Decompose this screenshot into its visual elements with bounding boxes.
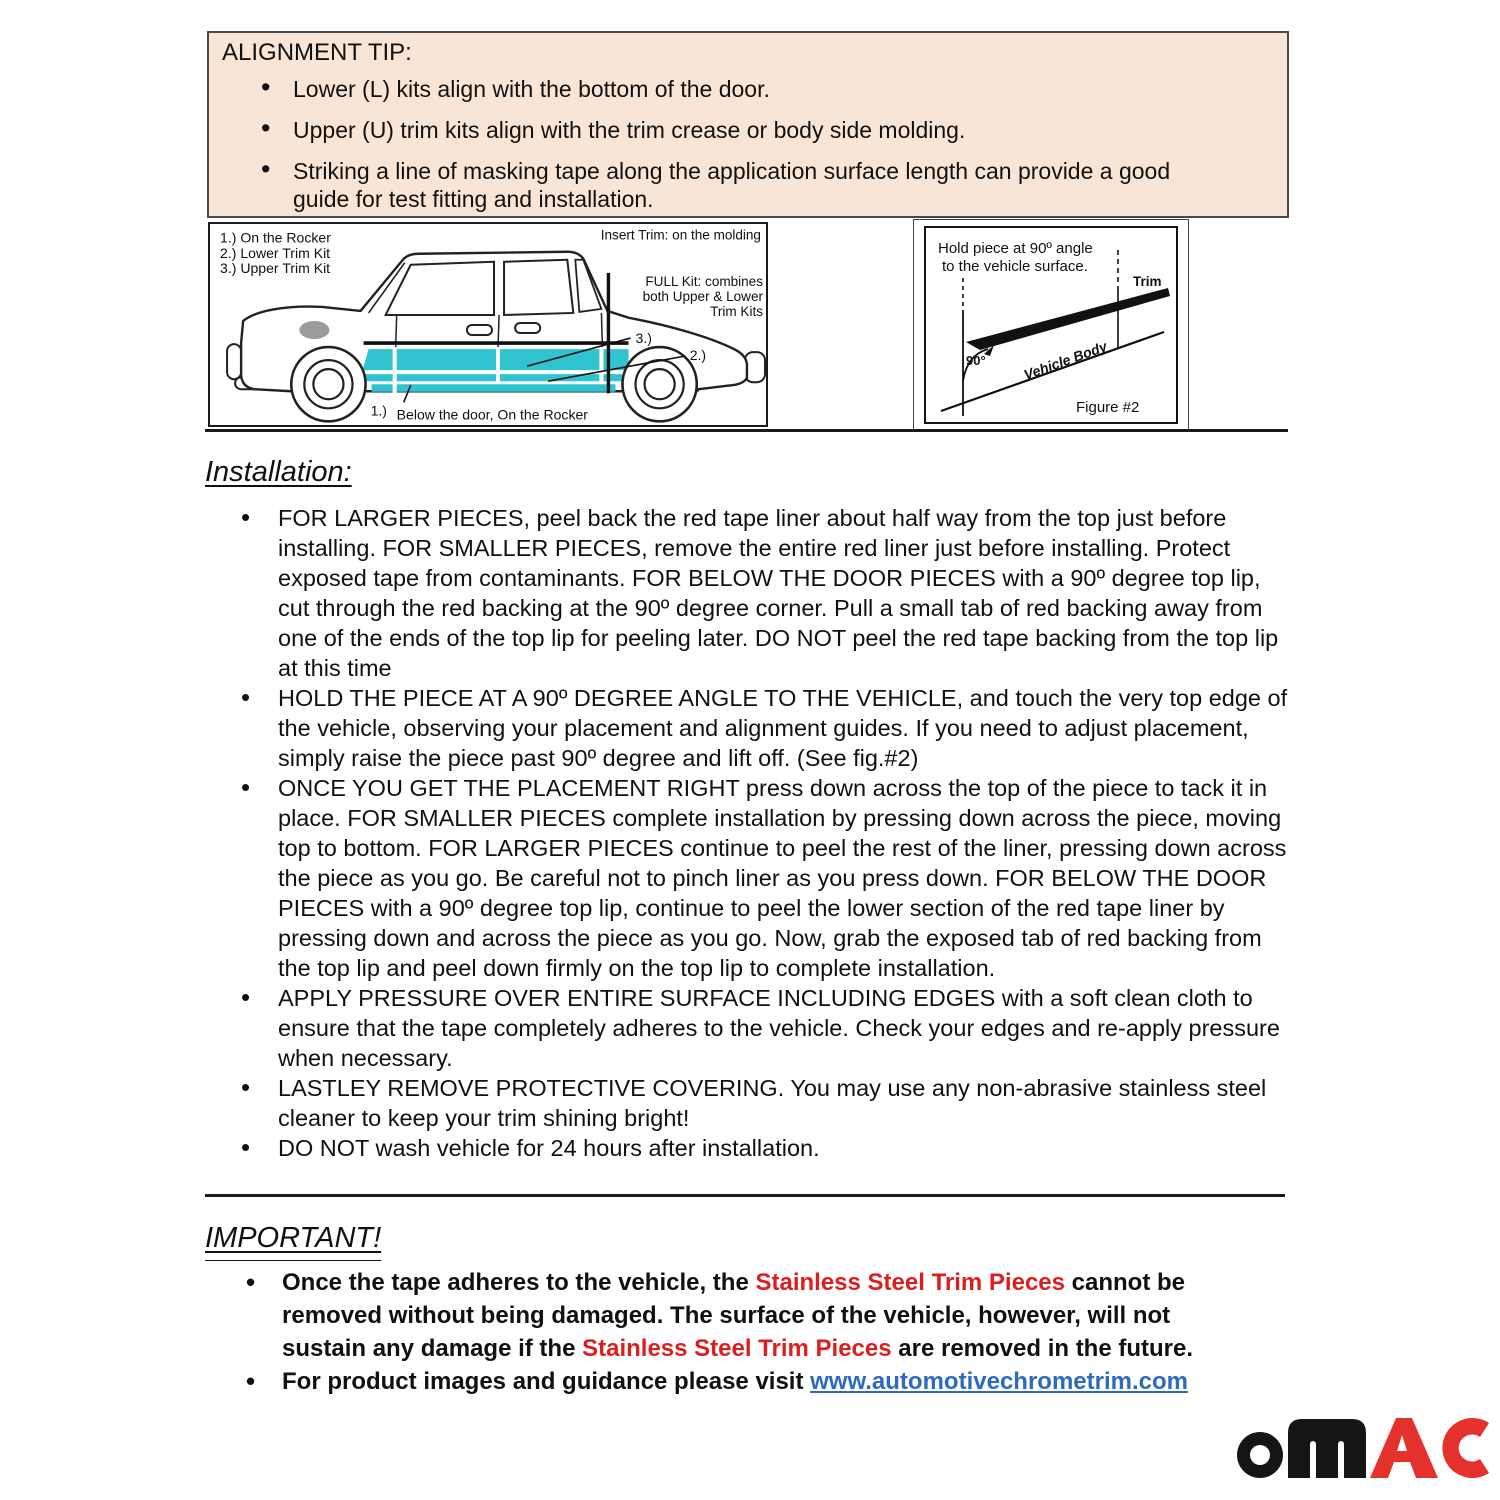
vehicle-body-label: Vehicle Body [1021,337,1110,383]
important-list [205,1266,1215,1398]
alignment-tip-item: • Lower (L) kits align with the bottom of the door. [259,75,1224,103]
rear-wheel [622,347,696,421]
important-heading: IMPORTANT! [205,1221,381,1261]
upper-trim-stripe [363,349,629,370]
figure2-box [924,226,1178,424]
installation-step: • HOLD THE PIECE AT A 90º DEGREE ANGLE TO THE VEHICLE, and touch the very top edge of the vehicle, observing your placement and alignment guides. If you need to adjust placement, simply raise the piece past 90º degree and lift off. (See fig.#2) [205,683,1293,773]
front-wheel [291,347,365,421]
alignment-tip-list [259,75,1224,226]
omac-logo [1236,1413,1498,1481]
figure2-svg [926,228,1176,422]
door-seam-gap [393,347,397,393]
highlighted-product-name: Stainless Steel Trim Pieces [755,1269,1065,1296]
logo-letter-m [1288,1419,1366,1478]
installation-step: • APPLY PRESSURE OVER ENTIRE SURFACE INCLUDING EDGES with a soft clean cloth to ensure that the tape completely adheres to the vehicle. Check your edges and re-apply pressure when necessary. [205,983,1293,1073]
figure2-caption-2: to the vehicle surface. [942,258,1088,275]
legend-line-3: 3.) Upper Trim Kit [220,259,331,276]
door-seam-gap [599,347,603,383]
fender-badge [299,321,329,339]
installation-step: • DO NOT wash vehicle for 24 hours after installation. [205,1133,1293,1163]
rocker-note: Below the door, On the Rocker [396,406,588,423]
lower-trim-stripe [359,374,629,381]
important-note [205,1266,1215,1365]
full-kit-note-3: Trim Kits [710,303,763,319]
callout-3-label: 3.) [635,330,652,347]
angle-label: 90° [966,353,986,368]
insert-trim-note: Insert Trim: on the molding [600,227,761,243]
important-text: cannot be removed without being damaged. The surface of the vehicle, however, will not sustain any damage if the [282,1269,1186,1362]
installation-step: • FOR LARGER PIECES, peel back the red tape liner about half way from the top just before installing. FOR SMALLER PIECES, remove the entire red liner just before installing. Protect exposed tape from contaminants. FOR BELOW THE DOOR PIECES with a 90º degree top lip, cut through the red backing at the 90º degree corner. Pull a small tab of red backing away from one of the ends of the top lip for peeling later. DO NOT peel the red tape backing from the top lip at this time [205,503,1293,683]
installation-list [205,503,1293,1163]
installation-step: • LASTLEY REMOVE PROTECTIVE COVERING. You may use any non-abrasive stainless steel cleaner to keep your trim shining bright! [205,1073,1293,1133]
full-kit-note-2: both Upper & Lower [642,288,763,304]
figure2-label: Figure #2 [1076,399,1140,416]
logo-letter-a [1370,1418,1438,1478]
website-link[interactable]: www.automotivechrometrim.com [810,1368,1188,1395]
trim-label: Trim [1133,274,1162,289]
rear-door-handle [515,323,540,333]
omac-logo-svg [1236,1413,1498,1481]
figures-divider [205,429,1288,432]
figure2-caption-1: Hold piece at 90º angle [938,240,1093,257]
alignment-tip-item: • Upper (U) trim kits align with the trim crease or body side molding. [259,116,1224,144]
legend-line-2: 2.) Lower Trim Kit [220,244,331,261]
car-trim-diagram [208,222,768,427]
important-text: For product images and guidance please visit [282,1368,811,1395]
callout-2-label: 2.) [689,347,707,364]
front-bumper [227,344,241,379]
alignment-tip-item: • Striking a line of masking tape along the application surface length can provide a good guide for test fitting and installation. [259,157,1224,213]
important-divider [205,1194,1285,1197]
door-seam-gap [496,347,500,383]
rear-door-window [504,260,573,315]
figure2-frame [913,219,1189,430]
important-text: are removed in the future. [891,1335,1194,1362]
important-text: Once the tape adheres to the vehicle, the [282,1269,756,1296]
legend-line-1: 1.) On the Rocker [220,229,331,246]
installation-heading: Installation: [205,456,352,488]
full-kit-note-1: FULL Kit: combines [645,273,763,289]
highlighted-product-name: Stainless Steel Trim Pieces [582,1335,892,1362]
alignment-tip-title: ALIGNMENT TIP: [222,39,412,66]
installation-step: • ONCE YOU GET THE PLACEMENT RIGHT press down across the top of the piece to tack it in place. FOR SMALLER PIECES complete installation by pressing down across the piece, moving top to bottom. FOR LARGER PIECES continue to peel the rest of the liner, pressing down across the piece as you go. Be careful not to pinch liner as you press down. FOR BELOW THE DOOR PIECES with a 90º degree top lip, continue to peel the lower section of the red tape liner by pressing down and across the piece as you go. Now, grab the exposed tab of red backing from the top lip and peel down firmly on the top lip to complete installation. [205,773,1293,983]
alignment-tip-box [207,31,1289,218]
callout-1-label: 1.) [370,402,387,419]
logo-letter-o [1237,1432,1283,1478]
important-note [205,1365,1215,1398]
logo-letter-c [1442,1418,1489,1478]
front-door-handle [467,325,492,335]
car-diagram-svg [210,224,766,425]
